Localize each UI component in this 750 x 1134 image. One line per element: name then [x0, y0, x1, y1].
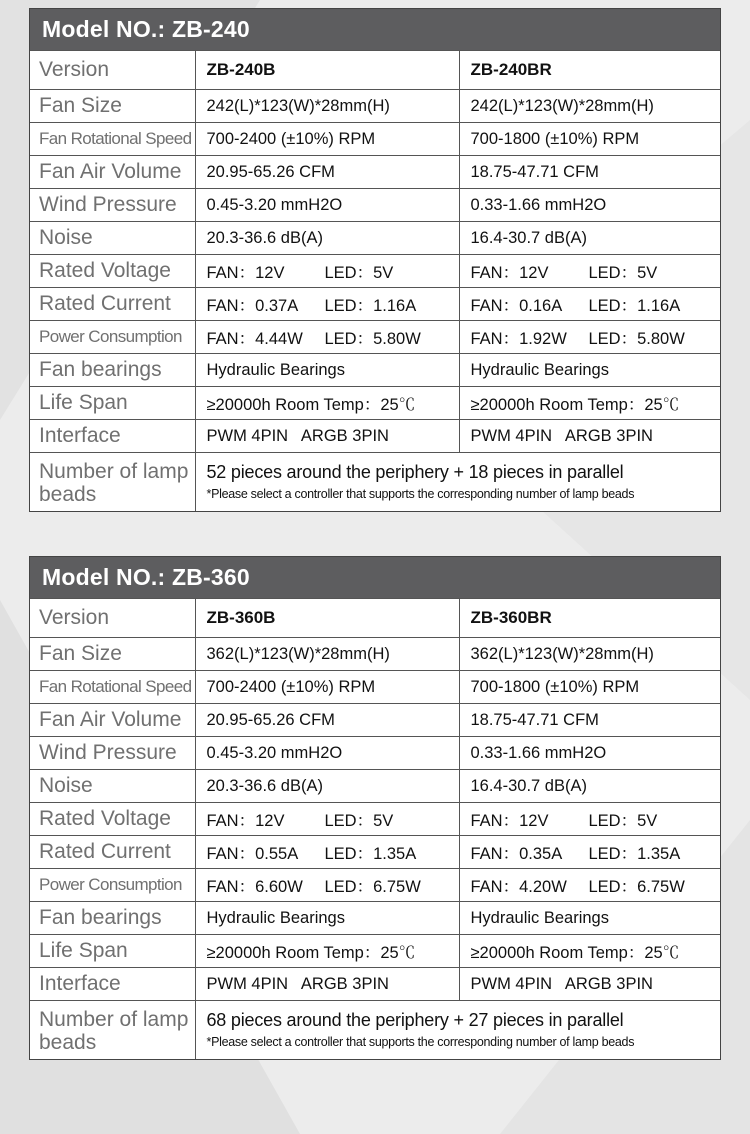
row-bearings [30, 902, 720, 935]
rated-voltage-2 [459, 255, 720, 288]
label-noise: Noise [30, 222, 195, 255]
power-1-fan: FAN：4.44W [206, 330, 303, 348]
rated-voltage-2-led: LED：5V [588, 264, 658, 282]
label-version: Version [30, 51, 195, 90]
rated-current-1-led: LED：1.16A [324, 297, 417, 315]
label-power: Power Consumption [30, 321, 195, 354]
row-wind-pressure [30, 189, 720, 222]
wind-pressure-1: 0.45-3.20 mmH2O [195, 189, 459, 222]
rated-voltage-1-led: LED：5V [324, 812, 394, 830]
power-1 [195, 869, 459, 902]
label-lamp-beads: Number of lamp beads [30, 453, 195, 511]
power-2-fan: FAN：4.20W [470, 878, 567, 896]
row-life-span [30, 935, 720, 968]
row-rated-voltage [30, 255, 720, 288]
row-rot-speed [30, 123, 720, 156]
lamp-beads-count: 68 pieces around the periphery + 27 pieces in parallel [206, 1010, 624, 1031]
row-wind-pressure [30, 737, 720, 770]
label-fan-size: Fan Size [30, 638, 195, 671]
air-volume-1: 20.95-65.26 CFM [195, 704, 459, 737]
rated-voltage-1-fan: FAN：12V [206, 264, 285, 282]
noise-2: 16.4-30.7 dB(A) [459, 222, 720, 255]
rated-current-2-fan: FAN：0.35A [470, 845, 563, 863]
lamp-beads-cell [195, 453, 720, 511]
label-lamp-beads: Number of lamp beads [30, 1001, 195, 1059]
rated-current-1-fan: FAN：0.37A [206, 297, 299, 315]
fan-size-1: 242(L)*123(W)*28mm(H) [195, 90, 459, 123]
wind-pressure-2: 0.33-1.66 mmH2O [459, 737, 720, 770]
wind-pressure-1: 0.45-3.20 mmH2O [195, 737, 459, 770]
label-life-span: Life Span [30, 387, 195, 420]
version-2: ZB-240BR [459, 51, 720, 90]
air-volume-1: 20.95-65.26 CFM [195, 156, 459, 189]
label-rot-speed: Fan Rotational Speed [30, 671, 195, 704]
spec-table-zb-360 [29, 556, 721, 1060]
power-2 [459, 321, 720, 354]
label-interface: Interface [30, 968, 195, 1001]
label-power: Power Consumption [30, 869, 195, 902]
rated-current-2-fan: FAN：0.16A [470, 297, 563, 315]
rated-voltage-1-led: LED：5V [324, 264, 394, 282]
row-rated-voltage [30, 803, 720, 836]
label-wind-pressure: Wind Pressure [30, 737, 195, 770]
row-version [30, 51, 720, 90]
row-air-volume [30, 704, 720, 737]
label-rated-current: Rated Current [30, 288, 195, 321]
rated-voltage-1-fan: FAN：12V [206, 812, 285, 830]
version-2: ZB-360BR [459, 599, 720, 638]
fan-size-2: 242(L)*123(W)*28mm(H) [459, 90, 720, 123]
label-bearings: Fan bearings [30, 354, 195, 387]
model-title: Model NO.: ZB-360 [30, 557, 720, 598]
row-interface [30, 420, 720, 453]
power-1-led: LED：6.75W [324, 878, 421, 896]
air-volume-2: 18.75-47.71 CFM [459, 156, 720, 189]
row-rated-current [30, 288, 720, 321]
interface-1: PWM 4PIN ARGB 3PIN [195, 420, 459, 453]
noise-1: 20.3-36.6 dB(A) [195, 222, 459, 255]
interface-2: PWM 4PIN ARGB 3PIN [459, 968, 720, 1001]
label-life-span: Life Span [30, 935, 195, 968]
power-2-fan: FAN：1.92W [470, 330, 567, 348]
row-air-volume [30, 156, 720, 189]
row-bearings [30, 354, 720, 387]
spec-table-zb-240 [29, 8, 721, 512]
rated-current-2 [459, 288, 720, 321]
label-rot-speed: Fan Rotational Speed [30, 123, 195, 156]
power-1-led: LED：5.80W [324, 330, 421, 348]
label-version: Version [30, 599, 195, 638]
label-air-volume: Fan Air Volume [30, 156, 195, 189]
life-span-2: ≥20000h Room Temp：25℃ [459, 935, 720, 968]
row-noise [30, 770, 720, 803]
row-power [30, 869, 720, 902]
lamp-beads-count: 52 pieces around the periphery + 18 pieces in parallel [206, 462, 624, 483]
rated-current-1-led: LED：1.35A [324, 845, 417, 863]
label-interface: Interface [30, 420, 195, 453]
power-2-led: LED：6.75W [588, 878, 685, 896]
noise-1: 20.3-36.6 dB(A) [195, 770, 459, 803]
rated-voltage-2 [459, 803, 720, 836]
rot-speed-2: 700-1800 (±10%) RPM [459, 123, 720, 156]
row-rot-speed [30, 671, 720, 704]
wind-pressure-2: 0.33-1.66 mmH2O [459, 189, 720, 222]
label-rated-voltage: Rated Voltage [30, 255, 195, 288]
label-fan-size: Fan Size [30, 90, 195, 123]
lamp-beads-cell [195, 1001, 720, 1059]
bearings-1: Hydraulic Bearings [195, 354, 459, 387]
row-fan-size [30, 90, 720, 123]
fan-size-2: 362(L)*123(W)*28mm(H) [459, 638, 720, 671]
row-power [30, 321, 720, 354]
rot-speed-1: 700-2400 (±10%) RPM [195, 671, 459, 704]
lamp-beads-note: *Please select a controller that supports the corresponding number of lamp beads [206, 487, 635, 502]
rated-current-1 [195, 836, 459, 869]
row-noise [30, 222, 720, 255]
rot-speed-1: 700-2400 (±10%) RPM [195, 123, 459, 156]
rated-voltage-2-fan: FAN：12V [470, 812, 549, 830]
version-1: ZB-240B [195, 51, 459, 90]
bearings-2: Hydraulic Bearings [459, 902, 720, 935]
rated-current-2-led: LED：1.35A [588, 845, 681, 863]
air-volume-2: 18.75-47.71 CFM [459, 704, 720, 737]
rot-speed-2: 700-1800 (±10%) RPM [459, 671, 720, 704]
row-version [30, 599, 720, 638]
row-fan-size [30, 638, 720, 671]
rated-current-2-led: LED：1.16A [588, 297, 681, 315]
label-bearings: Fan bearings [30, 902, 195, 935]
power-2-led: LED：5.80W [588, 330, 685, 348]
label-rated-voltage: Rated Voltage [30, 803, 195, 836]
interface-1: PWM 4PIN ARGB 3PIN [195, 968, 459, 1001]
row-lamp-beads [30, 453, 720, 511]
model-title: Model NO.: ZB-240 [30, 9, 720, 50]
bearings-1: Hydraulic Bearings [195, 902, 459, 935]
rated-current-2 [459, 836, 720, 869]
row-life-span [30, 387, 720, 420]
version-1: ZB-360B [195, 599, 459, 638]
label-wind-pressure: Wind Pressure [30, 189, 195, 222]
label-rated-current: Rated Current [30, 836, 195, 869]
rated-voltage-1 [195, 803, 459, 836]
interface-2: PWM 4PIN ARGB 3PIN [459, 420, 720, 453]
fan-size-1: 362(L)*123(W)*28mm(H) [195, 638, 459, 671]
noise-2: 16.4-30.7 dB(A) [459, 770, 720, 803]
spec-grid [30, 598, 720, 1059]
bearings-2: Hydraulic Bearings [459, 354, 720, 387]
power-1-fan: FAN：6.60W [206, 878, 303, 896]
label-air-volume: Fan Air Volume [30, 704, 195, 737]
row-rated-current [30, 836, 720, 869]
life-span-1: ≥20000h Room Temp：25℃ [195, 387, 459, 420]
life-span-1: ≥20000h Room Temp：25℃ [195, 935, 459, 968]
spec-grid [30, 50, 720, 511]
rated-voltage-1 [195, 255, 459, 288]
life-span-2: ≥20000h Room Temp：25℃ [459, 387, 720, 420]
power-2 [459, 869, 720, 902]
power-1 [195, 321, 459, 354]
lamp-beads-note: *Please select a controller that supports the corresponding number of lamp beads [206, 1035, 635, 1050]
rated-voltage-2-led: LED：5V [588, 812, 658, 830]
rated-voltage-2-fan: FAN：12V [470, 264, 549, 282]
row-interface [30, 968, 720, 1001]
rated-current-1-fan: FAN：0.55A [206, 845, 299, 863]
rated-current-1 [195, 288, 459, 321]
row-lamp-beads [30, 1001, 720, 1059]
label-noise: Noise [30, 770, 195, 803]
